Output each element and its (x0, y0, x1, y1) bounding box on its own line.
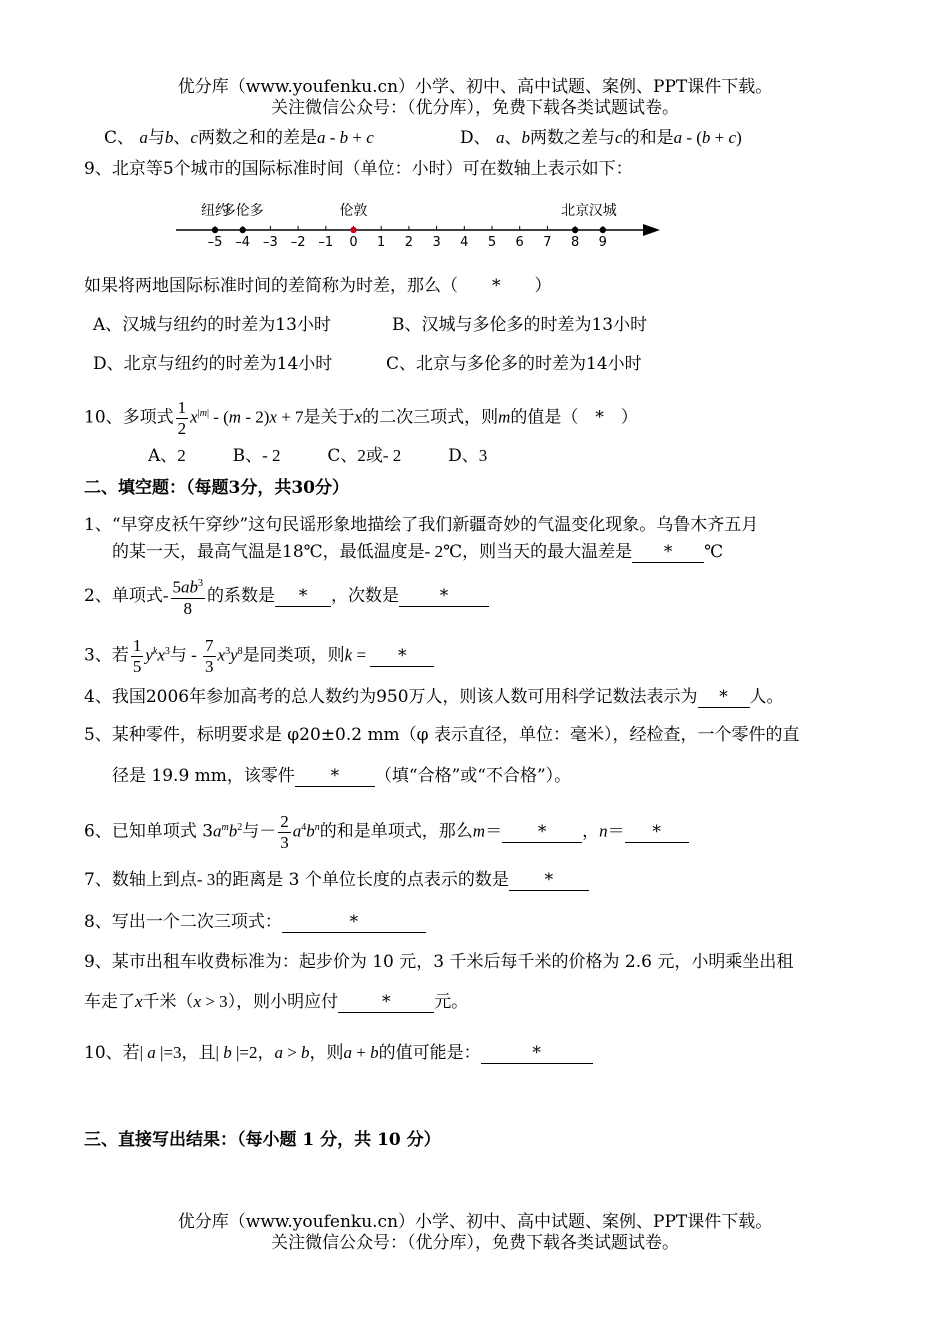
number-line-tick-label: –2 (290, 235, 306, 250)
footer-line-1: 优分库（www.youfenku.cn）小学、初中、高中试题、案例、PPT课件下载。 (177, 1212, 773, 1232)
section-2-title: 二、填空题：（每题3分，共30分） (84, 478, 349, 498)
section-3-title: 三、直接写出结果：（每小题 1 分，共 10 分） (84, 1130, 441, 1150)
q10-stem: 10、多项式 $\frac{1}{2}$ $x^{|m|} - (m - 2)x + 7$是关于x的二次三项式，则m的值是（ * ） (84, 397, 638, 438)
fill-10: 10、若| a |=3，且| b |=2，a > b，则a + b的值可能是： * (84, 1035, 593, 1071)
number-line-tick-label: 7 (543, 235, 552, 250)
answer-blank[interactable]: * (509, 870, 589, 891)
city-label: 伦敦 (339, 203, 368, 219)
number-line-tick-label: 5 (487, 235, 497, 250)
arrow-icon (643, 224, 660, 236)
city-point (600, 227, 606, 233)
number-line-tick-label: 2 (404, 235, 414, 250)
q9-option-d: D、北京与纽约的时差为14小时 (93, 354, 333, 374)
number-line-tick-label: 3 (432, 235, 441, 250)
city-label: 多伦多 (221, 203, 264, 219)
answer-blank[interactable]: * (481, 1043, 593, 1064)
fill-8: 8、写出一个二次三项式： * (84, 910, 426, 934)
number-line-tick-label: 0 (349, 235, 358, 250)
fraction-seven-thirds: $\frac{7}{3}$ (205, 635, 214, 676)
city-label: 纽约 (201, 203, 229, 219)
answer-blank[interactable]: * (370, 646, 434, 667)
city-point (212, 227, 218, 233)
answer-blank[interactable]: * (338, 992, 434, 1013)
page-header (0, 77, 950, 119)
number-line-tick-label: –3 (263, 235, 278, 250)
city-label: 北京 (561, 203, 590, 219)
number-line-tick-label: 9 (598, 235, 607, 250)
footer-line-2: 关注微信公众号：（优分库），免费下载各类试题试卷。 (271, 1233, 679, 1253)
fill-2: 2、单项式- $\frac{5ab^3}{8}$ 的系数是 * ，次数是 * (84, 572, 489, 620)
fill-7: 7、数轴上到点- 3的距离是 3 个单位长度的点表示的数是 * (84, 868, 589, 892)
number-line-tick-label: 4 (460, 235, 469, 250)
fill-9-line-2: 车走了x千米（x > 3），则小明应付 * 元。 (84, 992, 469, 1012)
fill-5-line-2: 径是 19.9 mm，该零件 * （填“合格”或“不合格”）。 (112, 766, 572, 786)
city-label: 汉城 (588, 203, 617, 219)
number-line-tick-label: –5 (207, 235, 223, 250)
answer-blank-degree[interactable]: * (399, 586, 489, 607)
fill-5-line-1: 5、某种零件，标明要求是 φ20±0.2 mm（φ 表示直径，单位：毫米），经检查，一个零件的直 (84, 725, 800, 745)
fraction-two-thirds: $\frac{2}{3}$ (280, 811, 289, 852)
answer-blank-m[interactable]: * (502, 822, 582, 843)
header-line-1: 优分库（www.youfenku.cn）小学、初中、高中试题、案例、PPT课件下载。 (177, 77, 773, 97)
answer-blank[interactable]: * (295, 766, 375, 787)
q8-option-d: D、 a、b两数之差与c的和是a - (b + c) (460, 128, 742, 148)
city-point (240, 227, 246, 233)
number-line (170, 196, 670, 256)
number-line-tick-label: –1 (318, 235, 334, 250)
city-point (572, 227, 578, 233)
q9-option-c: C、北京与多伦多的时差为14小时 (386, 354, 642, 374)
fill-3: 3、若 $\frac{1}{5}$ $y^kx^3$与 - $\frac{7}{3}$ $x^3y^8$是同类项，则k = * (84, 628, 434, 680)
number-line-tick-label: –4 (235, 235, 251, 250)
fill-1-line-1: 1、“早穿皮袄午穿纱”这句民谣形象地描绘了我们新疆奇妙的气温变化现象。乌鲁木齐五月 (84, 515, 759, 535)
answer-blank[interactable]: * (698, 687, 750, 708)
number-line-tick-label: 8 (570, 235, 580, 250)
answer-blank[interactable]: * (632, 542, 704, 563)
q9-question: 如果将两地国际标准时间的差简称为时差，那么（ * ） (84, 276, 552, 296)
q9-option-b: B、汉城与多伦多的时差为13小时 (392, 315, 648, 335)
q8-option-c: C、 a与b、c两数之和的差是a - b + c (104, 128, 374, 148)
fill-9-line-1: 9、某市出租车收费标准为：起步价为 10 元，3 千米后每千米的价格为 2.6 元，小明乘坐出租 (84, 952, 794, 972)
number-line-tick-label: 1 (377, 235, 386, 250)
fill-6: 6、已知单项式 $3a^mb^2$与－ $\frac{2}{3}$ $a^4b^n$的和是单项式，那么m＝ * ，n＝ * (84, 804, 689, 856)
fill-4: 4、我国2006年参加高考的总人数约为950万人，则该人数可用科学记数法表示为 * 人。 (84, 687, 784, 707)
fill-1-line-2: 的某一天，最高气温是18℃，最低温度是- 2℃，则当天的最大温差是 * ℃ (112, 542, 724, 562)
q10-options: A、2 B、- 2 C、2或- 2 D、3 (148, 446, 488, 466)
header-line-2: 关注微信公众号：（优分库），免费下载各类试题试卷。 (271, 98, 679, 118)
city-point (350, 227, 356, 233)
answer-blank-n[interactable]: * (625, 822, 689, 843)
answer-blank-coefficient[interactable]: * (275, 586, 331, 607)
page-footer (0, 1212, 950, 1254)
q9-stem: 9、北京等5个城市的国际标准时间（单位：小时）可在数轴上表示如下： (84, 159, 633, 179)
fraction-5ab3-over-8: $\frac{5ab^3}{8}$ (171, 574, 206, 619)
fraction-one-half: $\frac{1}{2}$ (177, 397, 187, 438)
number-line-tick-label: 6 (515, 235, 524, 250)
q9-option-a: A、汉城与纽约的时差为13小时 (93, 315, 331, 335)
fraction-one-fifth: $\frac{1}{5}$ (132, 635, 142, 676)
answer-blank[interactable]: * (282, 912, 426, 933)
